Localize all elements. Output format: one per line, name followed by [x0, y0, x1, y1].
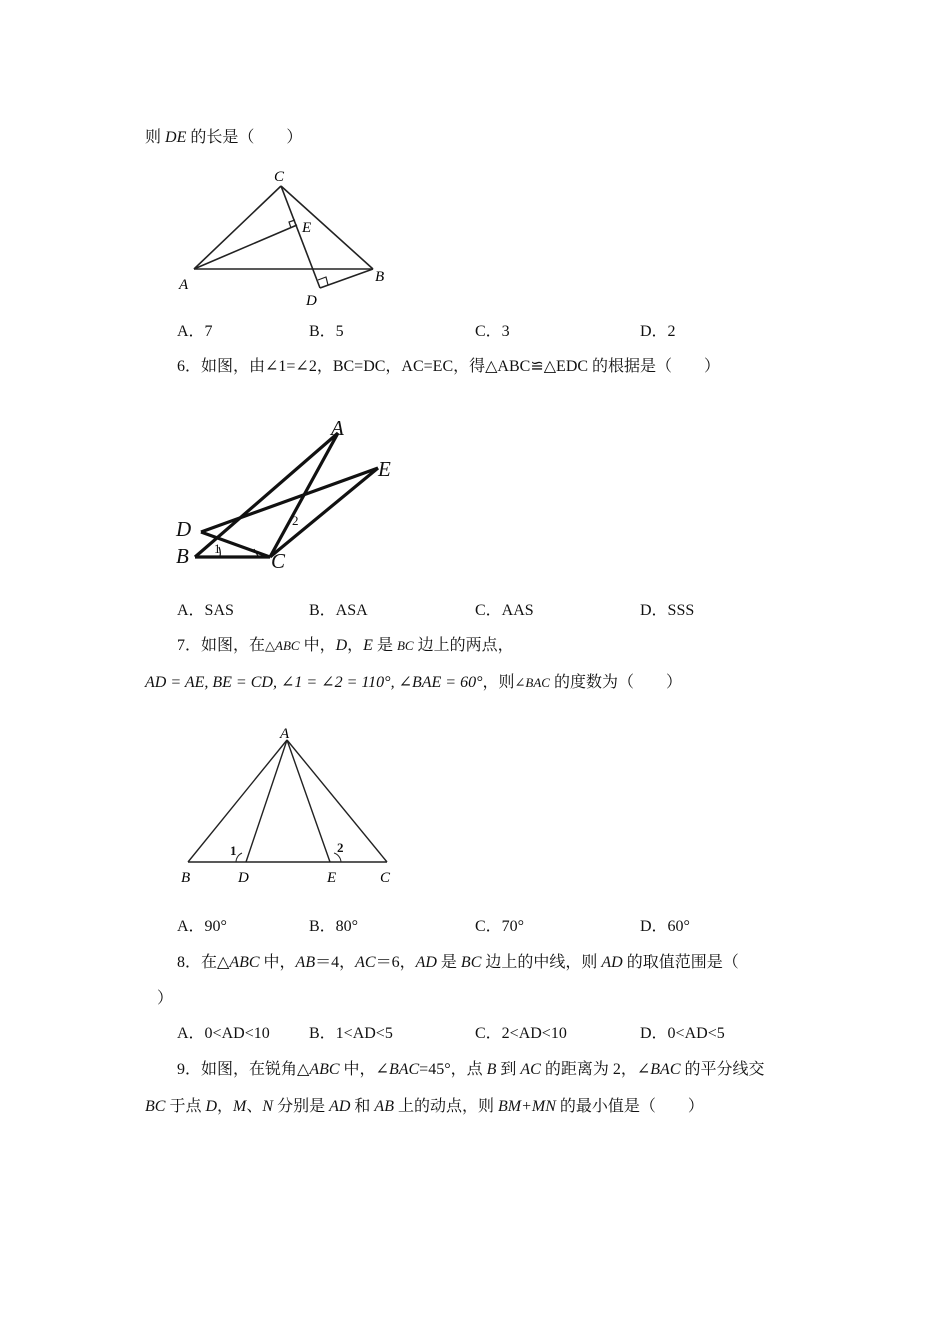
q7-stem-4: 是	[372, 637, 397, 654]
q9-l1-e: 的距离为 2，∠	[540, 1061, 651, 1078]
q5-option-c[interactable]: C．3	[475, 323, 510, 340]
q5-option-d[interactable]: D．2	[640, 323, 676, 340]
q9-l1-bac2: BAC	[650, 1061, 681, 1078]
q9-l2-g: 的最小值是（ ）	[555, 1098, 704, 1115]
q7-option-d[interactable]: D．60°	[640, 918, 690, 935]
q8-stem-ab: AB	[295, 954, 316, 971]
q9-stem-line2	[145, 1097, 704, 1117]
q9-l1-d: 到	[496, 1061, 521, 1078]
q9-l1-b-point: B	[486, 1061, 497, 1078]
q6-label-2: 2	[292, 513, 299, 528]
q9-l2-b: ，	[217, 1098, 234, 1115]
q8-stem-cont: ）	[157, 990, 174, 1007]
q7-stem	[177, 636, 514, 656]
q8-stem-abc: ABC	[229, 954, 260, 971]
q6-label-1: 1	[214, 541, 221, 556]
q9-l1-bac: BAC	[388, 1061, 420, 1078]
q5-stem-post: 的长是（ ）	[186, 129, 303, 146]
q5-option-b[interactable]: B．5	[309, 323, 344, 340]
q7-stem-d: D	[335, 637, 348, 654]
q8-stem-p1: 8．在△	[177, 954, 230, 971]
q7-label-2: 2	[337, 840, 344, 855]
q9-stem-line1	[177, 1060, 765, 1080]
q7-label-b: B	[181, 870, 191, 886]
q8-option-a[interactable]: A．0<AD<10	[177, 1025, 270, 1042]
q9-l2-ab: AB	[374, 1098, 394, 1115]
q8-stem-ad: AD	[415, 954, 437, 971]
q7-stem-3: ，	[347, 637, 364, 654]
q5-stem	[145, 128, 302, 148]
q9-l2-m: M	[233, 1098, 247, 1115]
q6-option-c[interactable]: C．AAS	[475, 602, 534, 619]
q9-l2-f: 上的动点，则	[393, 1098, 498, 1115]
q6-label-e: E	[378, 457, 391, 481]
q9-l2-c: 、	[246, 1098, 263, 1115]
q8-stem-p6: 边上的中线，则	[481, 954, 602, 971]
q9-l2-bmmn: BM+MN	[497, 1098, 556, 1115]
q6-label-b: B	[176, 544, 189, 568]
q9-l2-a: 于点	[165, 1098, 206, 1115]
q7-condition	[145, 673, 682, 693]
q9-l2-ad: AD	[329, 1098, 351, 1115]
q7-stem-tri: △ABC	[265, 638, 300, 653]
q5-label-b: B	[375, 269, 385, 285]
q9-l1-ac: AC	[520, 1061, 541, 1078]
q7-condition-end: 的度数为（ ）	[549, 674, 682, 691]
q8-stem-p4: ＝6，	[375, 954, 416, 971]
q7-stem-e: E	[363, 637, 373, 654]
q7-option-a[interactable]: A．90°	[177, 918, 227, 935]
q7-stem-5: 边上的两点，	[413, 637, 514, 654]
q8-option-d[interactable]: D．0<AD<5	[640, 1025, 725, 1042]
q7-condition-post: ，则	[482, 674, 515, 691]
q9-l2-d: D	[205, 1098, 218, 1115]
q6-label-c: C	[271, 549, 286, 573]
q5-label-a: A	[179, 277, 189, 293]
q5-label-d: D	[306, 293, 317, 309]
q8-stem-bc: BC	[460, 954, 482, 971]
q9-l1-abc: ABC	[309, 1061, 340, 1078]
q8-stem-ad2: AD	[601, 954, 623, 971]
q9-l2-dd: 分别是	[273, 1098, 330, 1115]
q8-option-c[interactable]: C．2<AD<10	[475, 1025, 567, 1042]
q9-l1-c: =45°，点	[419, 1061, 487, 1078]
q5-label-c: C	[274, 169, 285, 185]
q7-condition-math: AD = AE, BE = CD, ∠1 = ∠2 = 110°, ∠BAE = 60°	[145, 674, 483, 691]
q7-stem-1: 7．如图，在	[177, 637, 266, 654]
q7-label-d: D	[238, 870, 249, 886]
q5-stem-pre: 则	[145, 129, 166, 146]
q6-option-a[interactable]: A．SAS	[177, 602, 234, 619]
q9-l2-bc: BC	[145, 1098, 166, 1115]
q6-stem: 6．如图，由∠1=∠2，BC=DC，AC=EC，得△ABC≌△EDC 的根据是（ ）	[177, 358, 721, 375]
q9-l1-a: 9．如图，在锐角△	[177, 1061, 310, 1078]
q8-stem-p5: 是	[436, 954, 461, 971]
q5-stem-var: DE	[165, 129, 187, 146]
q6-label-a: A	[331, 416, 344, 440]
q6-option-b[interactable]: B．ASA	[309, 602, 368, 619]
q8-option-b[interactable]: B．1<AD<5	[309, 1025, 393, 1042]
q8-stem-p7: 的取值范围是（	[622, 954, 739, 971]
q6-label-d: D	[176, 517, 192, 541]
q9-l2-n: N	[262, 1098, 274, 1115]
q7-option-b[interactable]: B．80°	[309, 918, 359, 935]
q8-stem-ac: AC	[355, 954, 376, 971]
q7-label-1: 1	[230, 843, 237, 858]
q8-stem-p2: 中，	[259, 954, 296, 971]
q8-stem	[177, 953, 739, 973]
q9-l1-b: 中，∠	[339, 1061, 389, 1078]
q7-label-c: C	[380, 870, 391, 886]
q5-label-e: E	[302, 220, 312, 236]
q9-l1-f: 的平分线交	[680, 1061, 765, 1078]
q9-l2-e: 和	[350, 1098, 375, 1115]
q7-option-c[interactable]: C．70°	[475, 918, 525, 935]
q7-stem-bc: BC	[396, 638, 414, 653]
q8-stem-p3: ＝4，	[315, 954, 356, 971]
q6-option-d[interactable]: D．SSS	[640, 602, 695, 619]
q7-condition-angle: ∠BAC	[514, 675, 550, 690]
q7-stem-2: 中，	[299, 637, 336, 654]
q5-option-a[interactable]: A．7	[177, 323, 213, 340]
q7-label-e: E	[327, 870, 337, 886]
q7-label-a: A	[280, 726, 290, 742]
